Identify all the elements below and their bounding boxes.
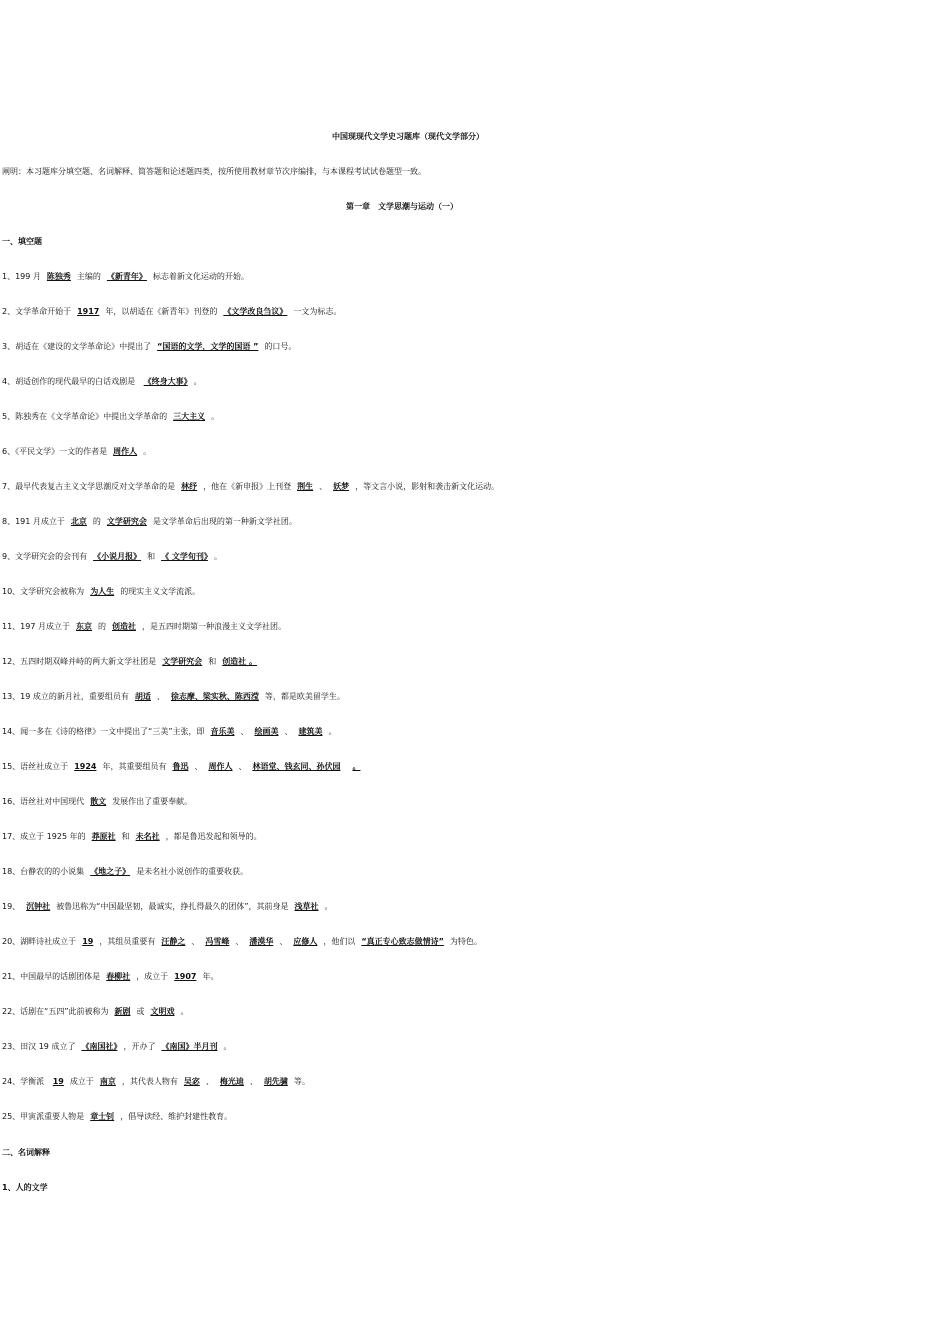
question-text: 年。 — [202, 972, 219, 981]
answer-blank: 浅草社 — [294, 902, 319, 911]
question-text: 的 — [98, 622, 106, 631]
question-text: 12、五四时期双峰并峙的两大新文学社团是 — [2, 657, 157, 666]
question-item — [2, 936, 482, 947]
question-item — [2, 831, 262, 842]
answer-blank: 为人生 — [90, 587, 115, 596]
question-text: 11、197 月成立于 — [2, 622, 70, 631]
answer-blank: 创造社 — [112, 622, 136, 631]
question-text: 、 — [279, 937, 288, 946]
answer-blank: 《南国》半月刊 — [161, 1042, 218, 1051]
answer-blank: 莽原社 — [91, 832, 116, 841]
term-item: 1、人的文学 — [2, 1183, 48, 1192]
question-item — [2, 1076, 310, 1087]
question-item — [2, 516, 297, 527]
question-item — [2, 726, 336, 737]
question-item — [2, 411, 219, 422]
question-text: 19、 — [2, 902, 21, 911]
question-text: 、 — [194, 762, 203, 771]
answer-blank: 新剧 — [114, 1007, 131, 1016]
question-text: 、 — [235, 937, 244, 946]
answer-blank: 应修人 — [293, 937, 318, 946]
question-text: 年，以胡适在《新青年》刊登的 — [105, 307, 218, 316]
answer-blank: 周作人 — [208, 762, 233, 771]
question-text: 9、文学研究会的会刊有 — [2, 552, 88, 561]
answer-blank: 《南国社》 — [81, 1042, 118, 1051]
section-heading-fill-in: 一、填空题 — [2, 237, 42, 246]
question-text: ，其组员重要有 — [99, 937, 156, 946]
question-item — [2, 341, 296, 352]
question-text: 或 — [136, 1007, 145, 1016]
question-text: ，是五四时期第一种浪漫主义文学社团。 — [142, 622, 286, 631]
answer-blank: 梅光迪 — [219, 1077, 244, 1086]
answer-blank: “真正专心致志做情诗” — [361, 937, 444, 946]
answer-blank: 妖梦 — [333, 482, 350, 491]
answer-blank: 《终身大事》 — [143, 377, 188, 386]
answer-blank: 周作人 — [113, 447, 138, 456]
question-text: 。 — [193, 377, 202, 386]
answer-blank: 《文学改良刍议》 — [223, 307, 288, 316]
question-item — [2, 376, 202, 387]
answer-blank: 林语堂、钱玄同、孙伏园 — [252, 762, 341, 771]
question-item — [2, 691, 345, 702]
question-item — [2, 481, 499, 492]
question-item — [2, 271, 249, 282]
answer-blank: 《小说月报》 — [93, 552, 142, 561]
question-item — [2, 971, 218, 982]
question-text: 10、文学研究会被称为 — [2, 587, 85, 596]
question-text: ，开办了 — [123, 1042, 156, 1051]
answer-blank: 。 — [352, 762, 361, 771]
answer-blank: 林纾 — [181, 482, 198, 491]
answer-blank: 沉钟社 — [26, 902, 51, 911]
answer-blank: 建筑美 — [298, 727, 323, 736]
answer-blank: 音乐美 — [210, 727, 235, 736]
answer-blank: 文明戏 — [150, 1007, 175, 1016]
answer-blank: 北京 — [70, 517, 87, 526]
question-text: 16、语丝社对中国现代 — [2, 797, 85, 806]
question-text: 。 — [324, 902, 333, 911]
question-item — [2, 586, 200, 597]
question-text: ，他在《新申报》上刊登 — [203, 482, 292, 491]
question-text: 等，都是欧美留学生。 — [264, 692, 345, 701]
answer-blank: “国语的文学，文学的国语 ” — [157, 342, 259, 351]
question-text: 21、中国最早的话剧团体是 — [2, 972, 101, 981]
answer-blank: 冯雪峰 — [205, 937, 230, 946]
answer-blank: 章士钊 — [90, 1112, 115, 1121]
question-text: 成立于 — [69, 1077, 94, 1086]
answer-blank: 文学研究会 — [106, 517, 147, 526]
question-text: 发展作出了重要奉献。 — [112, 797, 193, 806]
question-text: 4、胡适创作的现代最早的白话戏剧是 — [2, 377, 138, 386]
question-text: ，倡导读经、维护封建性教育。 — [120, 1112, 233, 1121]
question-item — [2, 866, 248, 877]
answer-blank: 东京 — [76, 622, 92, 631]
question-text: 。 — [143, 447, 152, 456]
question-text: ，都是鲁迅发起和领导的。 — [165, 832, 262, 841]
question-text: 、 — [249, 1077, 258, 1086]
question-text: 3、胡适在《建设的文学革命论》中提出了 — [2, 342, 152, 351]
question-text: 14、闻一多在《诗的格律》一文中提出了“三美”主张，即 — [2, 727, 205, 736]
answer-blank: 南京 — [99, 1077, 116, 1086]
question-text: 25、甲寅派重要人物是 — [2, 1112, 85, 1121]
question-text: 等。 — [293, 1077, 310, 1086]
question-text: 、 — [284, 727, 293, 736]
question-text: 和 — [147, 552, 156, 561]
answer-blank: 1924 — [74, 762, 97, 771]
answer-blank: 19 — [82, 937, 94, 946]
question-text: 是文学革命后出现的第一种新文学社团。 — [152, 517, 297, 526]
answer-blank: 汪静之 — [161, 937, 186, 946]
question-text: 8、191 月成立于 — [2, 517, 65, 526]
answer-blank: 散文 — [90, 797, 107, 806]
question-item — [2, 306, 341, 317]
answer-blank: 未名社 — [135, 832, 160, 841]
question-item — [2, 1006, 188, 1017]
question-text: 、 — [191, 937, 200, 946]
question-item — [2, 796, 192, 807]
answer-blank: 三大主义 — [173, 412, 206, 421]
question-text: 1、199 月 — [2, 272, 41, 281]
answer-blank: 潘漠华 — [249, 937, 274, 946]
page-title: 中国现现代文学史习题库（现代文学部分） — [332, 132, 484, 141]
question-text: 的现实主义文学流派。 — [120, 587, 201, 596]
section-heading-terms: 二、名词解释 — [2, 1148, 50, 1157]
question-item — [2, 1111, 232, 1122]
question-text: 、 — [238, 762, 247, 771]
answer-blank: 《 文学旬刊》 — [161, 552, 208, 561]
answer-blank: 《新青年》 — [106, 272, 147, 281]
question-text: 、 — [240, 727, 249, 736]
question-text: 6、《平民文学》一文的作者是 — [2, 447, 108, 456]
question-text: 。 — [223, 1042, 232, 1051]
answer-blank: 荆生 — [297, 482, 314, 491]
answer-blank: 陈独秀 — [46, 272, 71, 281]
question-item — [2, 446, 151, 457]
question-text: 。 — [211, 412, 220, 421]
question-text: 7、最早代表复古主义文学思潮反对文学革命的是 — [2, 482, 176, 491]
question-text: 5、陈独秀在《文学革命论》中提出文学革命的 — [2, 412, 168, 421]
answer-blank: 《地之子》 — [90, 867, 131, 876]
question-text: 的 — [92, 517, 101, 526]
answer-blank: 19 — [52, 1077, 64, 1086]
question-text: 被鲁迅称为“中国最坚韧，最诚实，挣扎得最久的团体”，其前身是 — [56, 902, 289, 911]
intro-note: 阐明：本习题库分填空题、名词解释、简答题和论述题四类，按所使用教材章节次序编排，与本课程考试试卷题型一致。 — [2, 167, 426, 176]
question-text: 24、学衡派 — [2, 1077, 47, 1086]
question-item — [2, 901, 332, 912]
question-text: ，成立于 — [136, 972, 169, 981]
question-text: 是未名社小说创作的重要收获。 — [136, 867, 249, 876]
question-text: ，其代表人物有 — [121, 1077, 178, 1086]
question-text: 15、语丝社成立于 — [2, 762, 69, 771]
question-item — [2, 1041, 231, 1052]
answer-blank: 鲁迅 — [172, 762, 189, 771]
question-text: 。 — [180, 1007, 189, 1016]
question-text: 20、湖畔诗社成立于 — [2, 937, 77, 946]
question-text: 和 — [208, 657, 217, 666]
question-text: 、 — [156, 692, 165, 701]
question-text: 22、话剧在“五四”此前被称为 — [2, 1007, 109, 1016]
question-text: 。 — [328, 727, 337, 736]
answer-blank: 1907 — [174, 972, 197, 981]
answer-blank: 创造社 。 — [222, 657, 257, 666]
question-item — [2, 551, 222, 562]
question-text: 18、台静农的的小说集 — [2, 867, 85, 876]
question-text: 13、19 成立的新月社，重要组员有 — [2, 692, 129, 701]
question-text: 2、文学革命开始于 — [2, 307, 72, 316]
question-text: 主编的 — [76, 272, 101, 281]
question-text: ，他们以 — [323, 937, 356, 946]
answer-blank: 绘画美 — [254, 727, 279, 736]
chapter-heading: 第一章 文学思潮与运动（一） — [346, 202, 458, 211]
answer-blank: 胡适 — [134, 692, 151, 701]
question-text: 一文为标志。 — [293, 307, 342, 316]
question-text: 。 — [213, 552, 222, 561]
question-text: 、 — [205, 1077, 214, 1086]
answer-blank: 吴宓 — [183, 1077, 200, 1086]
question-text: ，等文言小说，影射和袭击新文化运动。 — [355, 482, 500, 491]
question-text: 年，其重要组员有 — [102, 762, 167, 771]
question-text: 为特色。 — [449, 937, 482, 946]
question-text: 、 — [319, 482, 328, 491]
question-item — [2, 656, 263, 667]
answer-blank: 胡先骕 — [263, 1077, 288, 1086]
answer-blank: 徐志摩、梁实秋、陈西滢 — [170, 692, 259, 701]
question-text: 和 — [121, 832, 130, 841]
question-text: 的口号。 — [264, 342, 297, 351]
question-text: 标志着新文化运动的开始。 — [152, 272, 249, 281]
answer-blank: 文学研究会 — [162, 657, 203, 666]
question-text: 23、田汉 19 成立了 — [2, 1042, 76, 1051]
question-item — [2, 761, 366, 772]
answer-blank: 1917 — [77, 307, 100, 316]
question-text: 17、成立于 1925 年的 — [2, 832, 86, 841]
question-item — [2, 621, 286, 632]
answer-blank: 春柳社 — [106, 972, 131, 981]
